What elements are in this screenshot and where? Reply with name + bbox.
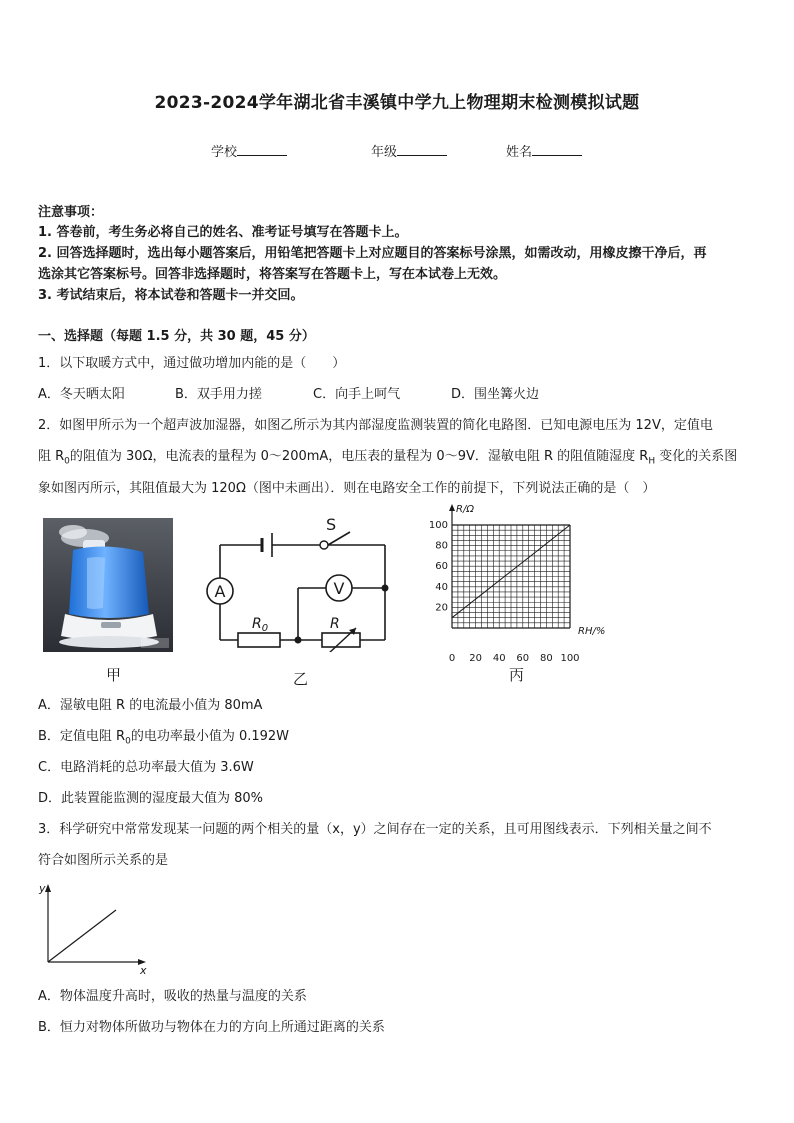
q3-option-b: B．恒力对物体所做功与物体在力的方向上所通过距离的关系 bbox=[38, 1020, 385, 1035]
x-tick-label: 20 bbox=[469, 653, 482, 664]
chart-grid bbox=[449, 504, 570, 628]
junction-node-left bbox=[295, 637, 302, 644]
section-heading: 一、选择题（每题 1.5 分，共 30 题，45 分） bbox=[38, 329, 315, 344]
notice-item-2: 2. 回答选择题时，选出每小题答案后，用铅笔把答题卡上对应题目的答案标号涂黑，如需改动，用橡皮擦干净后，再 bbox=[38, 246, 707, 261]
q2-option-d: D．此装置能监测的湿度最大值为 80% bbox=[38, 791, 264, 806]
x-axis-label: RH/% bbox=[578, 626, 606, 637]
name-label: 姓名 bbox=[506, 145, 533, 160]
page-title: 2023-2024学年湖北省丰溪镇中学九上物理期末检测模拟试题 bbox=[154, 93, 640, 113]
junction-node-right bbox=[382, 585, 389, 592]
notice-item-1: 1. 答卷前，考生务必将自己的姓名、准考证号填写在答题卡上。 bbox=[38, 225, 408, 240]
y-tick-label: 100 bbox=[428, 520, 448, 531]
x-tick-label: 40 bbox=[492, 653, 506, 664]
grade-label: 年级 bbox=[371, 145, 398, 160]
q2-line-2: 阻 $R_0$的阻值为 30Ω，电流表的量程为 0～200mA，电压表的量程为 0～9V．湿敏电阻 R 的阻值随湿度 $R_H$ 变化的关系图 bbox=[38, 449, 738, 467]
y-axis-label: R/Ω bbox=[456, 504, 474, 515]
q1-option-d: D．围坐篝火边 bbox=[451, 387, 540, 402]
y-tick-label: 40 bbox=[435, 581, 448, 593]
notice-heading: 注意事项： bbox=[38, 205, 104, 220]
proportional-line bbox=[48, 910, 116, 962]
q1-option-b: B．双手用力搓 bbox=[175, 387, 262, 402]
notice-item-2-cont: 选涂其它答案标号。回答非选择题时，将答案写在答题卡上，写在本试卷上无效。 bbox=[38, 267, 507, 282]
school-blank bbox=[237, 143, 287, 156]
x-tick-label: 60 bbox=[516, 653, 530, 664]
school-field bbox=[211, 141, 287, 160]
ammeter-label: A bbox=[214, 582, 226, 601]
y-axis-arrow bbox=[449, 504, 455, 511]
r0-label: $R_0$ bbox=[252, 616, 269, 634]
voltmeter-label: V bbox=[333, 579, 345, 598]
switch-contact bbox=[320, 541, 328, 549]
figure-yi-label: 乙 bbox=[293, 670, 309, 688]
x-tick-label: 80 bbox=[540, 653, 553, 664]
q3-option-a: A．物体温度升高时，吸收的热量与温度的关系 bbox=[38, 989, 307, 1004]
q2-option-c: C．电路消耗的总功率最大值为 3.6W bbox=[38, 760, 254, 775]
xy-proportional-graph bbox=[36, 880, 152, 976]
q1-stem: 1．以下取暖方式中，通过做功增加内能的是（ ） bbox=[38, 356, 346, 371]
q3-line-2: 符合如图所示关系的是 bbox=[38, 853, 169, 868]
q3-y-label: y bbox=[39, 882, 46, 895]
figure-bing-label: 丙 bbox=[509, 666, 525, 684]
fixed-resistor-r0 bbox=[238, 633, 280, 647]
switch-label: S bbox=[326, 515, 337, 534]
q1-option-c: C．向手上呵气 bbox=[313, 387, 401, 402]
grade-field bbox=[371, 141, 447, 160]
name-blank bbox=[532, 143, 582, 156]
humidity-resistor-r bbox=[322, 633, 360, 647]
humidifier-image bbox=[43, 518, 173, 652]
x-tick-label: 100 bbox=[560, 653, 580, 664]
notice-item-3: 3. 考试结束后，将本试卷和答题卡一并交回。 bbox=[38, 288, 304, 303]
x-tick-label: 0 bbox=[448, 653, 456, 664]
resistance-humidity-chart bbox=[420, 500, 620, 668]
r-label: R bbox=[330, 616, 340, 632]
q1-option-a: A．冬天晒太阳 bbox=[38, 387, 125, 402]
y-tick-label: 60 bbox=[435, 561, 448, 573]
q3-line-1: 3．科学研究中常常发现某一问题的两个相关的量（x，y）之间存在一定的关系，且可用图线表示．下列相关量之间不 bbox=[38, 822, 712, 837]
grade-blank bbox=[397, 143, 447, 156]
q2-line-1: 2．如图甲所示为一个超声波加湿器，如图乙所示为其内部湿度监测装置的简化电路图．已知电源电压为 12V，定值电 bbox=[38, 418, 713, 433]
q2-option-a: A．湿敏电阻 R 的电流最小值为 80mA bbox=[38, 698, 263, 713]
y-tick-label: 20 bbox=[435, 602, 448, 614]
q3-x-label: x bbox=[140, 964, 147, 976]
y-axis-arrow bbox=[45, 884, 51, 892]
school-label: 学校 bbox=[211, 145, 238, 160]
name-field bbox=[506, 141, 582, 160]
circuit-diagram bbox=[200, 512, 400, 652]
q2-option-b: B．定值电阻 $R_0$的电功率最小值为 0.192W bbox=[38, 729, 290, 747]
y-tick-label: 80 bbox=[435, 540, 448, 552]
q2-line-3: 象如图丙所示，其阻值最大为 120Ω（图中未画出）．则在电路安全工作的前提下，下列说法正确的是（ ） bbox=[38, 481, 656, 496]
figure-jia-label: 甲 bbox=[106, 666, 122, 684]
